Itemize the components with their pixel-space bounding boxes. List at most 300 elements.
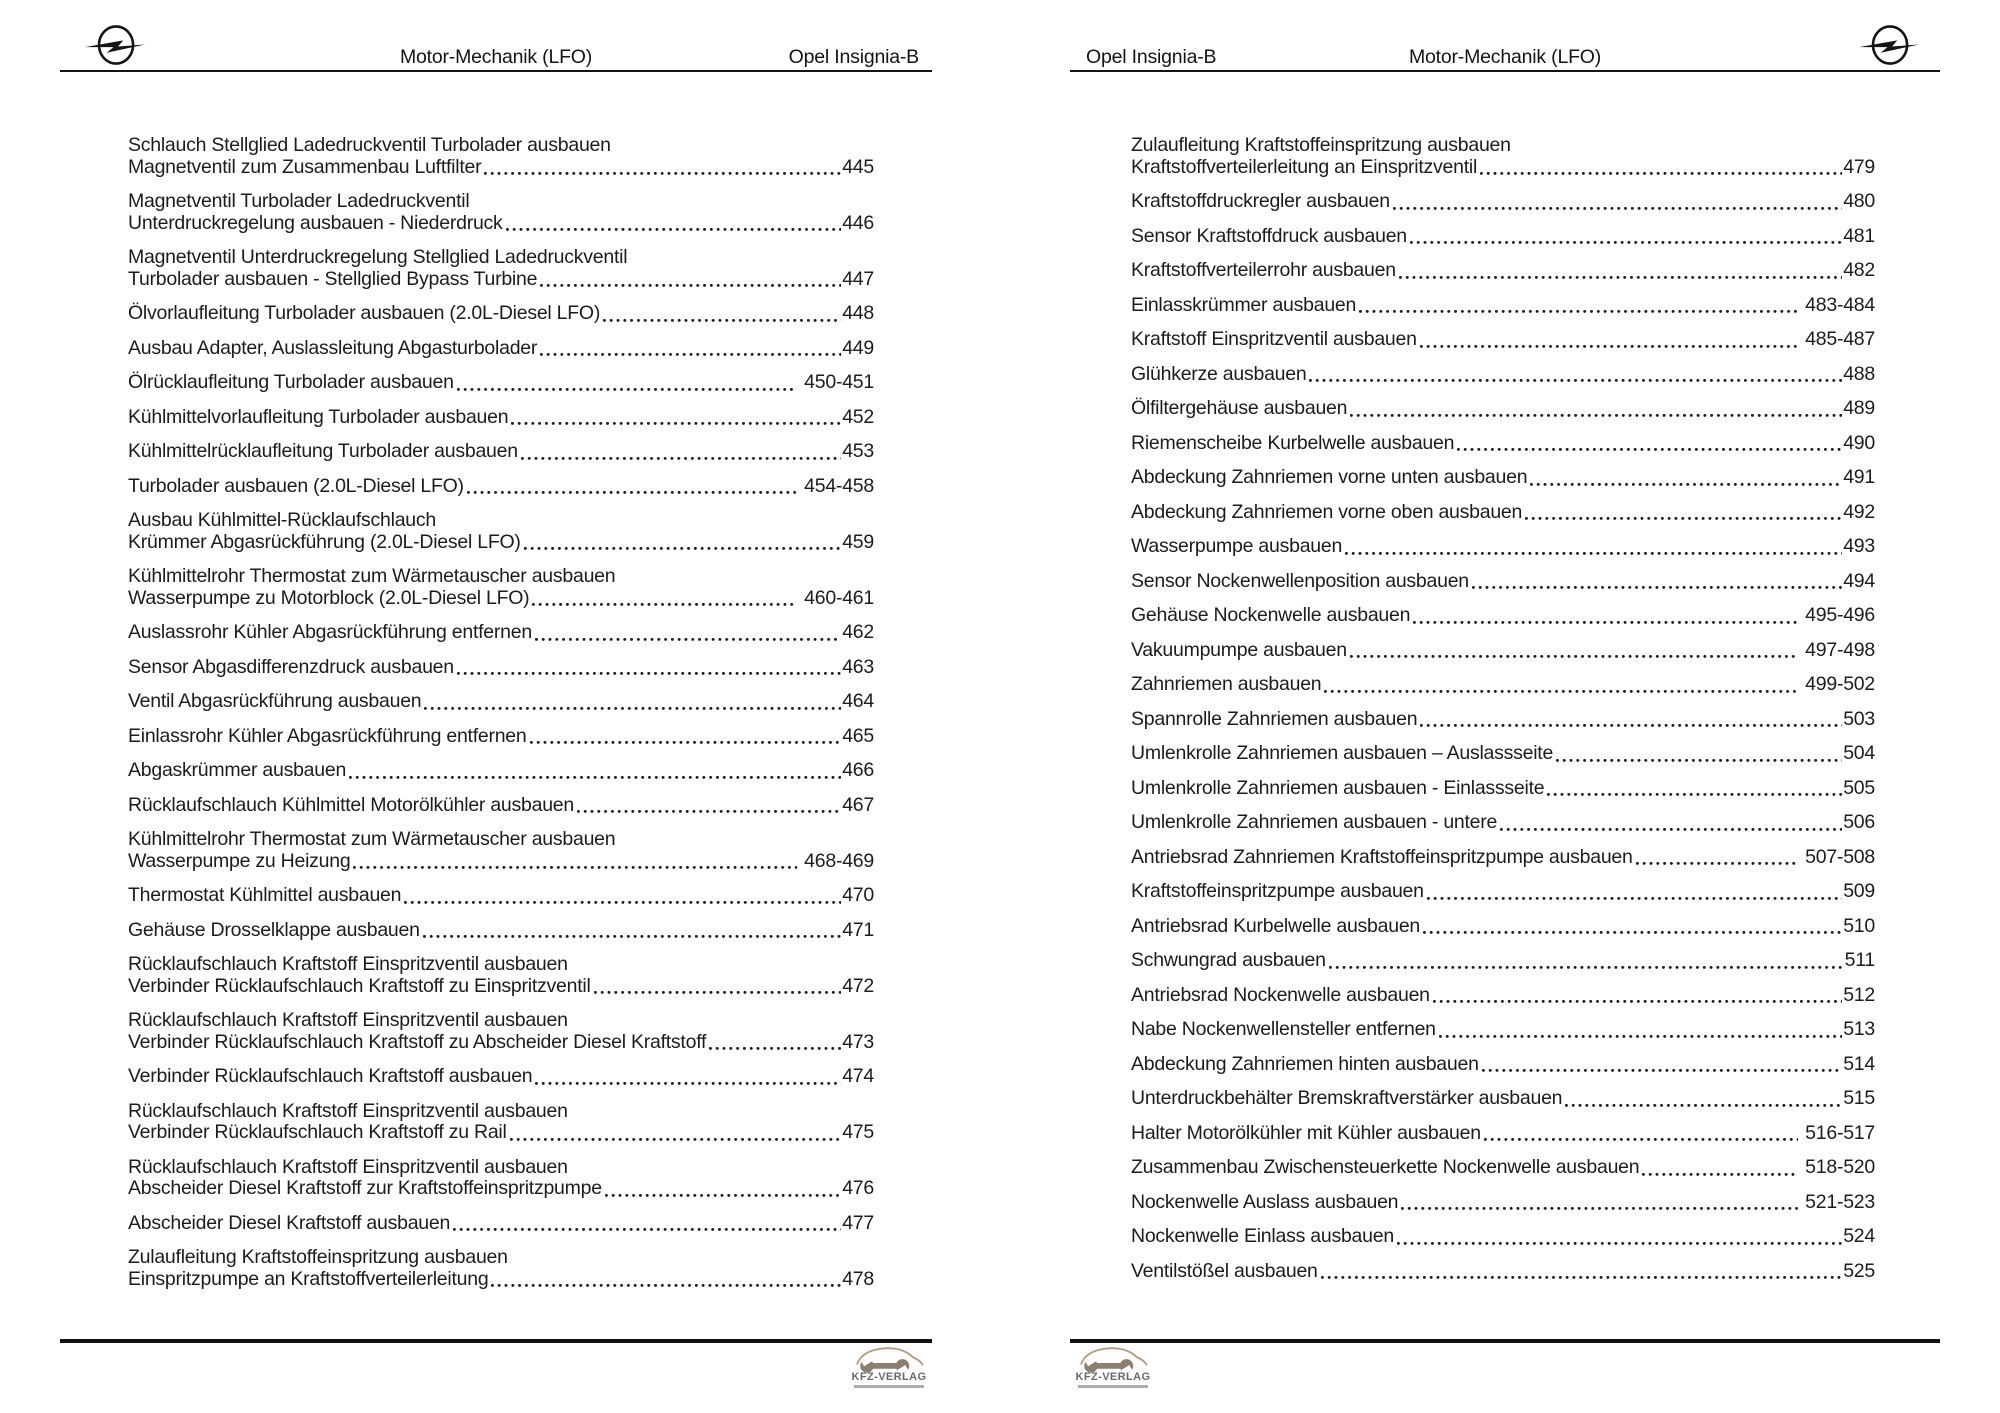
toc-entry-title: Zulaufleitung Kraftstoffeinspritzung ausbauen — [1131, 134, 1511, 156]
toc-entry-title: Schlauch Stellglied Ladedruckventil Turbolader ausbauen — [128, 134, 611, 156]
page-number: 497-498 — [1805, 638, 1875, 661]
left-page-header — [60, 0, 932, 72]
toc-entry — [1131, 398, 1875, 420]
dot-leader — [535, 638, 841, 641]
toc-entry-title: Ventil Abgasrückführung ausbauen — [128, 690, 422, 712]
toc-line — [1131, 709, 1875, 731]
toc-entry — [128, 476, 874, 498]
header-model-title: Opel Insignia-B — [1086, 46, 1217, 68]
dot-leader — [491, 1284, 841, 1287]
toc-line — [128, 976, 874, 998]
toc-entry-title: Rücklaufschlauch Kraftstoff Einspritzventil ausbauen — [128, 1099, 568, 1122]
page-number: 494 — [1843, 569, 1875, 592]
page-number: 445 — [842, 155, 874, 178]
dot-leader — [1530, 483, 1842, 486]
page-number: 467 — [842, 793, 874, 816]
toc-entry-title: Ventilstößel ausbauen — [1131, 1259, 1318, 1282]
toc-line — [1131, 1157, 1875, 1179]
page-number: 491 — [1843, 466, 1875, 488]
toc-entry — [128, 1213, 874, 1235]
toc-line — [128, 338, 874, 360]
toc-entry-title: Spannrolle Zahnriemen ausbauen — [1131, 707, 1418, 730]
page-number: 512 — [1843, 983, 1875, 1006]
toc-line — [1131, 881, 1875, 903]
toc-entry-title: Antriebsrad Zahnriemen Kraftstoffeinspritzpumpe ausbauen — [1131, 845, 1633, 868]
toc-line — [1131, 571, 1875, 593]
toc-entry-title: Ausbau Adapter, Auslassleitung Abgasturbolader — [128, 336, 538, 359]
toc-line — [1131, 743, 1875, 765]
toc-entry — [128, 1066, 874, 1088]
toc-line — [1131, 364, 1875, 386]
page-number: 472 — [842, 974, 874, 997]
toc-entry-title: Kraftstoff Einspritzventil ausbauen — [1131, 328, 1417, 350]
toc-entry-title: Verbinder Rücklaufschlauch Kraftstoff ausbauen — [128, 1065, 533, 1087]
toc-entry — [1131, 1192, 1875, 1214]
toc-entry-title: Gehäuse Nockenwelle ausbauen — [1131, 604, 1411, 626]
toc-entry-title: Kühlmittelvorlaufleitung Turbolader ausbauen — [128, 405, 509, 428]
toc-line — [1131, 812, 1875, 834]
toc-entry — [128, 191, 874, 234]
toc-entry — [1131, 709, 1875, 731]
toc-entry — [128, 657, 874, 679]
dot-leader — [524, 547, 842, 550]
dot-leader — [1401, 1207, 1798, 1210]
page-number: 479 — [1843, 155, 1875, 178]
toc-line — [128, 213, 874, 235]
dot-leader — [1427, 897, 1842, 900]
dot-leader — [1324, 690, 1798, 693]
dot-leader — [532, 603, 797, 606]
toc-line — [128, 829, 874, 851]
toc-entry-title: Auslassrohr Kühler Abgasrückführung entfernen — [128, 621, 532, 643]
right-page-header — [1070, 0, 1940, 72]
toc-entry — [1131, 1123, 1875, 1145]
dot-leader — [709, 1047, 841, 1050]
toc-line — [1131, 950, 1875, 972]
toc-line — [1131, 398, 1875, 420]
toc-line — [1131, 329, 1875, 351]
toc-entry-title: Kühlmittelrohr Thermostat zum Wärmetauscher ausbauen — [128, 565, 616, 587]
toc-entry — [128, 1101, 874, 1144]
toc-entry — [1131, 1019, 1875, 1041]
toc-entry-title: Zulaufleitung Kraftstoffeinspritzung ausbauen — [128, 1246, 508, 1268]
page-number: 471 — [842, 918, 874, 941]
toc-entry-title: Kühlmittelrohr Thermostat zum Wärmetauscher ausbauen — [128, 828, 616, 850]
toc-entry — [1131, 985, 1875, 1007]
toc-entry-title: Einlasskrümmer ausbauen — [1131, 293, 1357, 316]
toc-entry-title: Wasserpumpe ausbauen — [1131, 535, 1343, 557]
toc-entry-title: Ausbau Kühlmittel-Rücklaufschlauch — [128, 509, 436, 531]
page-number: 470 — [842, 884, 874, 906]
toc-entry — [128, 622, 874, 644]
toc-entry — [128, 795, 874, 817]
toc-entry — [1131, 950, 1875, 972]
toc-entry — [128, 338, 874, 360]
dot-leader — [594, 991, 842, 994]
toc-line — [128, 1269, 874, 1291]
toc-line — [128, 1032, 874, 1054]
toc-line — [1131, 1054, 1875, 1076]
dot-leader — [1420, 345, 1798, 348]
toc-entry — [128, 247, 874, 290]
toc-entry-title: Rücklaufschlauch Kraftstoff Einspritzventil ausbauen — [128, 1009, 568, 1031]
toc-entry-title: Umlenkrolle Zahnriemen ausbauen - untere — [1131, 811, 1498, 833]
toc-entry-title: Umlenkrolle Zahnriemen ausbauen - Einlassseite — [1131, 776, 1545, 799]
toc-line — [1131, 157, 1875, 179]
toc-line — [1131, 605, 1875, 627]
page-number: 488 — [1843, 362, 1875, 385]
toc-line — [128, 691, 874, 713]
toc-entry-title: Kraftstoffeinspritzpumpe ausbauen — [1131, 880, 1424, 902]
toc-line — [1131, 640, 1875, 662]
toc-entry — [128, 407, 874, 429]
toc-entry-title: Magnetventil Turbolader Ladedruckventil — [128, 190, 470, 212]
page-number: 505 — [1843, 776, 1875, 799]
toc-entry-title: Abdeckung Zahnriemen vorne oben ausbauen — [1131, 500, 1523, 523]
toc-entry-title: Turbolader ausbauen - Stellglied Bypass Turbine — [128, 267, 538, 290]
toc-entry-title: Turbolader ausbauen (2.0L-Diesel LFO) — [128, 474, 464, 497]
page-number: 511 — [1844, 949, 1875, 971]
toc-entry — [1131, 916, 1875, 938]
toc-entry — [128, 441, 874, 463]
page-number: 464 — [842, 690, 874, 712]
toc-line — [1131, 467, 1875, 489]
page-number: 475 — [842, 1121, 874, 1143]
toc-line — [128, 1010, 874, 1032]
toc-entry — [1131, 260, 1875, 282]
toc-entry — [1131, 1157, 1875, 1179]
toc-line — [1131, 1261, 1875, 1283]
toc-entry-title: Unterdruckbehälter Bremskraftverstärker ausbauen — [1131, 1087, 1563, 1109]
toc-line — [1131, 135, 1875, 157]
page-number: 448 — [842, 302, 874, 324]
toc-line — [128, 1122, 874, 1144]
page-number: 481 — [1843, 224, 1875, 247]
page-number: 452 — [842, 405, 874, 428]
page-number: 515 — [1843, 1087, 1875, 1109]
dot-leader — [1393, 207, 1842, 210]
page-number: 507-508 — [1805, 845, 1875, 868]
toc-entry — [1131, 778, 1875, 800]
toc-entry — [1131, 743, 1875, 765]
dot-leader — [1484, 1138, 1798, 1141]
dot-leader — [1350, 655, 1798, 658]
publisher-tagline — [854, 1385, 924, 1388]
toc-entry — [1131, 881, 1875, 903]
dot-leader — [506, 228, 842, 231]
toc-list-left — [60, 135, 932, 1290]
page-number: 493 — [1843, 535, 1875, 557]
toc-line — [128, 532, 874, 554]
toc-line — [128, 269, 874, 291]
toc-line — [128, 795, 874, 817]
toc-entry — [1131, 1261, 1875, 1283]
toc-entry-title: Halter Motorölkühler mit Kühler ausbauen — [1131, 1121, 1481, 1144]
dot-leader — [467, 491, 797, 494]
dot-leader — [1359, 310, 1798, 313]
toc-entry-title: Kühlmittelrücklaufleitung Turbolader ausbauen — [128, 440, 518, 462]
header-model-title: Opel Insignia-B — [788, 46, 919, 68]
dot-leader — [1321, 1276, 1843, 1279]
dot-leader — [540, 284, 841, 287]
toc-line — [128, 622, 874, 644]
dot-leader — [484, 172, 841, 175]
toc-line — [128, 657, 874, 679]
toc-line — [128, 1178, 874, 1200]
page-number: 446 — [842, 211, 874, 234]
dot-leader — [404, 901, 841, 904]
page-number: 524 — [1843, 1225, 1875, 1247]
toc-line — [128, 566, 874, 588]
dot-leader — [1525, 517, 1842, 520]
dot-leader — [453, 1228, 841, 1231]
toc-line — [1131, 1123, 1875, 1145]
toc-line — [128, 920, 874, 942]
page-number: 463 — [842, 655, 874, 678]
toc-entry — [128, 829, 874, 872]
dot-leader — [349, 776, 841, 779]
dot-leader — [1309, 379, 1842, 382]
page-number: 504 — [1843, 742, 1875, 764]
dot-leader — [1420, 724, 1842, 727]
toc-entry-title: Magnetventil zum Zusammenbau Luftfilter — [128, 155, 482, 178]
toc-entry-title: Sensor Abgasdifferenzdruck ausbauen — [128, 655, 454, 678]
dot-leader — [540, 353, 841, 356]
dot-leader — [353, 866, 797, 869]
toc-line — [128, 1066, 874, 1088]
toc-line — [128, 760, 874, 782]
toc-entry — [1131, 571, 1875, 593]
toc-entry-title: Glühkerze ausbauen — [1131, 362, 1307, 385]
dot-leader — [577, 810, 841, 813]
page-number: 460-461 — [804, 586, 874, 609]
toc-line — [128, 372, 874, 394]
left-page — [60, 0, 932, 1335]
page-number: 513 — [1843, 1018, 1875, 1040]
toc-line — [128, 1101, 874, 1123]
toc-line — [1131, 536, 1875, 558]
dot-leader — [1413, 621, 1798, 624]
toc-line — [128, 157, 874, 179]
dot-leader — [1472, 586, 1842, 589]
toc-entry — [1131, 364, 1875, 386]
dot-leader — [1636, 862, 1799, 865]
toc-entry-title: Ölrücklaufleitung Turbolader ausbauen — [128, 371, 454, 393]
toc-list-right — [1070, 135, 1940, 1282]
toc-line — [1131, 226, 1875, 248]
page-number: 459 — [842, 530, 874, 553]
page-number: 468-469 — [804, 849, 874, 872]
dot-leader — [1433, 1000, 1842, 1003]
publisher-logo — [1070, 1346, 1156, 1388]
dot-leader — [1457, 448, 1842, 451]
page-number: 453 — [842, 440, 874, 462]
page-number: 503 — [1843, 707, 1875, 730]
toc-entry-title: Abscheider Diesel Kraftstoff ausbauen — [128, 1211, 451, 1234]
toc-entry — [1131, 1054, 1875, 1076]
dot-leader — [1482, 1069, 1843, 1072]
toc-entry — [128, 885, 874, 907]
page-number: 492 — [1843, 500, 1875, 523]
toc-entry — [1131, 295, 1875, 317]
toc-entry-title: Zahnriemen ausbauen — [1131, 673, 1322, 695]
toc-line — [1131, 433, 1875, 455]
toc-entry-title: Vakuumpumpe ausbauen — [1131, 638, 1347, 661]
toc-line — [128, 588, 874, 610]
dot-leader — [1565, 1104, 1842, 1107]
page-number: 490 — [1843, 431, 1875, 454]
toc-entry — [1131, 135, 1875, 178]
toc-entry — [128, 135, 874, 178]
toc-entry-title: Antriebsrad Nockenwelle ausbauen — [1131, 983, 1430, 1006]
dot-leader — [605, 1194, 841, 1197]
page-number: 449 — [842, 336, 874, 359]
toc-entry — [1131, 605, 1875, 627]
page-number: 466 — [842, 759, 874, 781]
page-number: 473 — [842, 1030, 874, 1053]
page-number: 525 — [1843, 1259, 1875, 1282]
toc-entry-title: Kraftstoffverteilerrohr ausbauen — [1131, 259, 1396, 281]
toc-line — [1131, 985, 1875, 1007]
toc-line — [1131, 1192, 1875, 1214]
page-number: 485-487 — [1805, 328, 1875, 350]
dot-leader — [530, 741, 842, 744]
toc-entry — [1131, 536, 1875, 558]
header-section-title: Motor-Mechanik (LFO) — [1408, 46, 1602, 68]
page-number: 480 — [1843, 190, 1875, 212]
toc-entry — [128, 303, 874, 325]
dot-leader — [1439, 1035, 1842, 1038]
page-number: 450-451 — [804, 371, 874, 393]
toc-entry-title: Ölvorlaufleitung Turbolader ausbauen (2.0L-Diesel LFO) — [128, 302, 601, 324]
right-page — [1070, 0, 1940, 1335]
dot-leader — [510, 1138, 842, 1141]
page-number: 514 — [1843, 1052, 1875, 1075]
toc-line — [128, 407, 874, 429]
toc-entry — [128, 510, 874, 553]
toc-entry — [128, 372, 874, 394]
toc-entry — [1131, 847, 1875, 869]
toc-line — [1131, 778, 1875, 800]
toc-entry-title: Antriebsrad Kurbelwelle ausbauen — [1131, 914, 1421, 937]
toc-line — [128, 135, 874, 157]
toc-entry-title: Unterdruckregelung ausbauen - Niederdruck — [128, 211, 503, 234]
toc-entry — [128, 691, 874, 713]
toc-entry-title: Nockenwelle Auslass ausbauen — [1131, 1190, 1399, 1213]
dot-leader — [1500, 828, 1842, 831]
toc-line — [1131, 1226, 1875, 1248]
toc-entry — [1131, 502, 1875, 524]
toc-entry — [128, 920, 874, 942]
toc-line — [128, 726, 874, 748]
toc-entry-title: Verbinder Rücklaufschlauch Kraftstoff zu Rail — [128, 1121, 507, 1143]
dot-leader — [423, 935, 842, 938]
page-number: 506 — [1843, 811, 1875, 833]
toc-line — [128, 1213, 874, 1235]
toc-line — [128, 851, 874, 873]
dot-leader — [535, 1082, 841, 1085]
toc-line — [128, 476, 874, 498]
toc-line — [128, 885, 874, 907]
toc-line — [1131, 674, 1875, 696]
dot-leader — [1410, 241, 1842, 244]
toc-entry — [1131, 226, 1875, 248]
toc-line — [1131, 260, 1875, 282]
toc-line — [128, 1247, 874, 1269]
toc-entry-title: Kraftstoffdruckregler ausbauen — [1131, 190, 1390, 212]
toc-entry-title: Abdeckung Zahnriemen hinten ausbauen — [1131, 1052, 1479, 1075]
toc-entry-title: Verbinder Rücklaufschlauch Kraftstoff zu Abscheider Diesel Kraftstoff — [128, 1030, 707, 1053]
page-number: 477 — [842, 1211, 874, 1234]
dot-leader — [424, 707, 841, 710]
car-wrench-icon — [852, 1346, 926, 1373]
toc-line — [128, 441, 874, 463]
toc-entry-title: Abgaskrümmer ausbauen — [128, 759, 347, 781]
toc-entry — [1131, 433, 1875, 455]
toc-entry-title: Einspritzpumpe an Kraftstoffverteilerleitung — [128, 1267, 489, 1290]
toc-entry — [1131, 329, 1875, 351]
page-number: 447 — [842, 267, 874, 290]
header-section-title: Motor-Mechanik (LFO) — [399, 46, 593, 68]
toc-entry-title: Wasserpumpe zu Heizung — [128, 849, 351, 872]
opel-blitz-logo — [1858, 22, 1920, 68]
dot-leader — [457, 388, 797, 391]
toc-entry-title: Verbinder Rücklaufschlauch Kraftstoff zu Einspritzventil — [128, 974, 591, 997]
toc-line — [1131, 847, 1875, 869]
toc-line — [128, 1157, 874, 1179]
toc-line — [1131, 191, 1875, 213]
page-number: 483-484 — [1805, 293, 1875, 316]
toc-line — [128, 247, 874, 269]
toc-line — [1131, 1019, 1875, 1041]
toc-entry — [128, 1247, 874, 1290]
toc-entry — [128, 760, 874, 782]
dot-leader — [521, 457, 841, 460]
toc-entry — [1131, 1088, 1875, 1110]
toc-entry-title: Wasserpumpe zu Motorblock (2.0L-Diesel LFO) — [128, 586, 530, 609]
toc-entry — [128, 1157, 874, 1200]
toc-entry-title: Umlenkrolle Zahnriemen ausbauen – Auslassseite — [1131, 742, 1554, 764]
toc-entry-title: Thermostat Kühlmittel ausbauen — [128, 884, 402, 906]
page-number: 478 — [842, 1267, 874, 1290]
toc-line — [1131, 1088, 1875, 1110]
page-number: 499-502 — [1805, 673, 1875, 695]
footer-rule-right — [1070, 1339, 1940, 1343]
toc-line — [1131, 502, 1875, 524]
toc-entry-title: Nockenwelle Einlass ausbauen — [1131, 1225, 1394, 1247]
page-number: 465 — [842, 724, 874, 747]
page-number: 510 — [1843, 914, 1875, 937]
toc-entry — [1131, 812, 1875, 834]
dot-leader — [1399, 276, 1842, 279]
toc-entry-title: Krümmer Abgasrückführung (2.0L-Diesel LFO) — [128, 530, 521, 553]
toc-entry-title: Abscheider Diesel Kraftstoff zur Kraftstoffeinspritzpumpe — [128, 1177, 602, 1199]
dot-leader — [1547, 793, 1842, 796]
toc-entry — [1131, 467, 1875, 489]
toc-entry-title: Einlassrohr Kühler Abgasrückführung entfernen — [128, 724, 527, 747]
toc-entry — [1131, 674, 1875, 696]
dot-leader — [1350, 414, 1842, 417]
publisher-name: KFZ-VERLAG — [1075, 1371, 1151, 1383]
page-number: 454-458 — [804, 474, 874, 497]
toc-entry-title: Rücklaufschlauch Kühlmittel Motorölkühler ausbauen — [128, 793, 574, 816]
toc-entry-title: Ölfiltergehäuse ausbauen — [1131, 397, 1348, 419]
toc-entry-title: Kraftstoffverteilerleitung an Einspritzventil — [1131, 155, 1478, 178]
page-number: 489 — [1843, 397, 1875, 419]
dot-leader — [1480, 172, 1842, 175]
dot-leader — [1329, 966, 1844, 969]
publisher-name: KFZ-VERLAG — [851, 1371, 927, 1383]
